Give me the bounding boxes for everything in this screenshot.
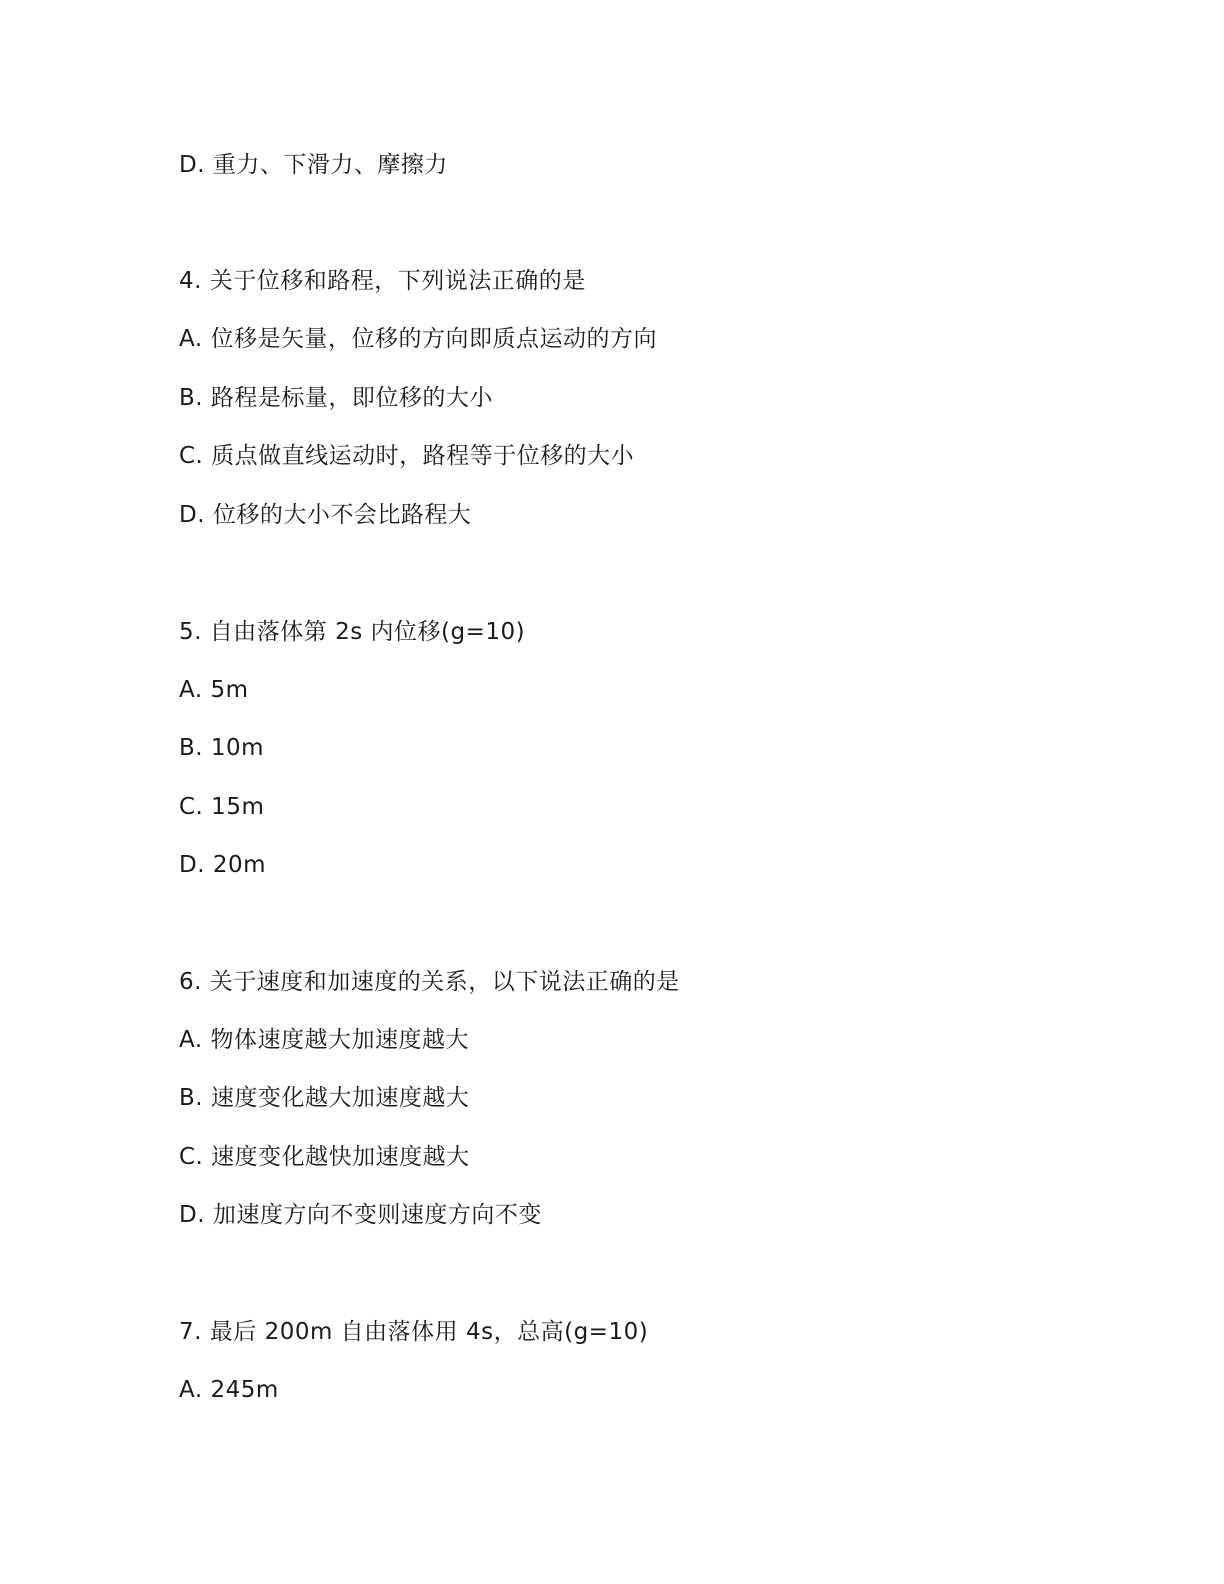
q6-stem: 6. 关于速度和加速度的关系，以下说法正确的是 <box>179 969 680 995</box>
q5-option-b: B. 10m <box>179 735 265 761</box>
q6-option-c: C. 速度变化越快加速度越大 <box>179 1144 470 1170</box>
q6-option-b: B. 速度变化越大加速度越大 <box>179 1085 470 1111</box>
q4-option-b: B. 路程是标量，即位移的大小 <box>179 385 493 411</box>
q5-option-c: C. 15m <box>179 794 265 820</box>
q4-option-d: D. 位移的大小不会比路程大 <box>179 502 472 528</box>
q4-stem: 4. 关于位移和路程，下列说法正确的是 <box>179 268 586 294</box>
q3-option-d: D. 重力、下滑力、摩擦力 <box>179 152 448 178</box>
q7-option-a: A. 245m <box>179 1377 279 1403</box>
q5-stem: 5. 自由落体第 2s 内位移(g=10) <box>179 619 526 645</box>
q4-option-c: C. 质点做直线运动时，路程等于位移的大小 <box>179 443 635 469</box>
q5-option-d: D. 20m <box>179 852 267 878</box>
q7-stem: 7. 最后 200m 自由落体用 4s，总高(g=10) <box>179 1319 649 1345</box>
q6-option-a: A. 物体速度越大加速度越大 <box>179 1027 469 1053</box>
q6-option-d: D. 加速度方向不变则速度方向不变 <box>179 1202 542 1228</box>
q5-option-a: A. 5m <box>179 677 249 703</box>
q4-option-a: A. 位移是矢量，位移的方向即质点运动的方向 <box>179 326 657 352</box>
